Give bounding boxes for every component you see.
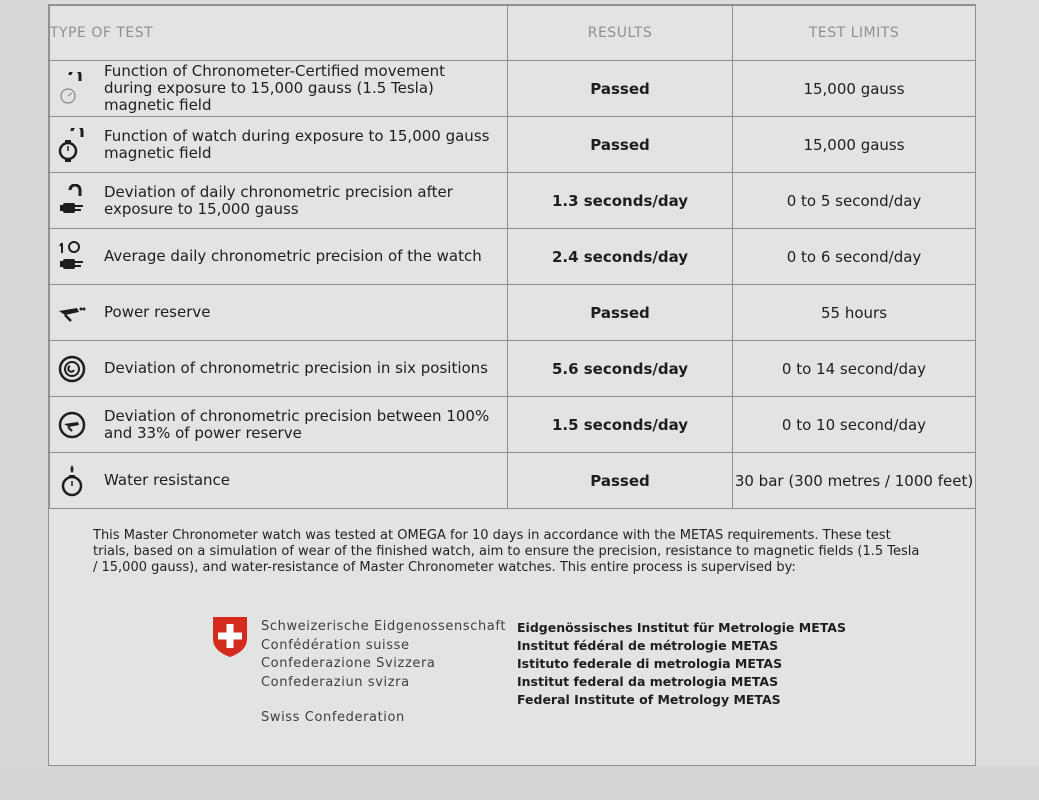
confederation-names [261,618,506,692]
test-description: Deviation of chronometric precision in six positions [104,359,489,377]
power-reserve-precision-icon [50,408,94,442]
result-cell: 2.4 seconds/day [508,229,733,285]
table-row [50,453,976,509]
swiss-coat-of-arms-icon [211,615,249,659]
test-type-cell [50,341,508,397]
certificate-sheet [48,4,976,766]
magnet-watch-icon [50,128,94,162]
test-type-cell [50,61,508,117]
limit-cell: 0 to 6 second/day [733,229,976,285]
table-row [50,61,976,117]
water-resistance-icon [50,464,94,498]
magnet-movement-icon [50,72,94,106]
swiss-confederation-label: Swiss Confederation [261,710,405,725]
result-cell: 1.3 seconds/day [508,173,733,229]
result-cell: 5.6 seconds/day [508,341,733,397]
test-description: Function of Chronometer-Certified movement during exposure to 15,000 gauss (1.5 Tesla) magnetic field [104,62,446,114]
magnet-precision-icon [50,184,94,218]
metas-line: Eidgenössisches Institut für Metrologie METAS [517,620,846,635]
test-type-cell [50,173,508,229]
supervision-notice: This Master Chronometer watch was tested at OMEGA for 10 days in accordance with the METAS requirements. These test trials, based on a simulation of wear of the finished watch, aim to ensure the precision, resistance to magnetic fields (1.5 Tesla / 15,000 gauss), and water-resistance of Master Chronometer watches. This entire process is supervised by: [93,528,920,575]
table-row [50,173,976,229]
test-results-table [49,5,976,509]
result-cell: Passed [508,285,733,341]
limit-cell: 0 to 5 second/day [733,173,976,229]
confederation-line: Confederazione Svizzera [261,656,436,671]
test-description: Power reserve [104,303,211,321]
metas-institute-names [517,619,846,709]
daily-precision-icon [50,240,94,274]
limit-cell: 55 hours [733,285,976,341]
test-type-cell [50,397,508,453]
test-type-cell [50,229,508,285]
result-cell: 1.5 seconds/day [508,397,733,453]
test-description: Water resistance [104,471,231,489]
header-type-of-test: TYPE OF TEST [50,6,508,61]
header-test-limits: TEST LIMITS [733,6,976,61]
metas-line: Istituto federale di metrologia METAS [517,656,783,671]
test-description: Deviation of daily chronometric precision after exposure to 15,000 gauss [104,182,453,218]
limit-cell: 30 bar (300 metres / 1000 feet) [733,453,976,509]
test-description: Average daily chronometric precision of the watch [104,247,482,265]
test-description: Function of watch during exposure to 15,000 gauss magnetic field [104,126,490,162]
limit-cell: 0 to 14 second/day [733,341,976,397]
test-description: Deviation of chronometric precision between 100% and 33% of power reserve [104,406,490,442]
result-cell: Passed [508,453,733,509]
page-background [0,0,48,800]
table-row [50,397,976,453]
test-type-cell [50,117,508,173]
result-cell: Passed [508,117,733,173]
table-row [50,285,976,341]
confederation-line: Confédération suisse [261,637,410,653]
table-row [50,341,976,397]
table-row [50,117,976,173]
page-bottom-margin [0,766,1039,800]
test-type-cell [50,453,508,509]
header-results: RESULTS [508,6,733,61]
metas-line: Institut fédéral de métrologie METAS [517,638,779,653]
table-row [50,229,976,285]
limit-cell: 15,000 gauss [733,117,976,173]
metas-line: Federal Institute of Metrology METAS [517,692,781,707]
metas-line: Institut federal da metrologia METAS [517,674,779,689]
confederation-line: Schweizerische Eidgenossenschaft [261,619,507,634]
limit-cell: 0 to 10 second/day [733,397,976,453]
power-reserve-icon [50,296,94,330]
confederation-line: Confederaziun svizra [261,674,410,690]
result-cell: Passed [508,61,733,117]
table-header-row [50,6,976,61]
test-type-cell [50,285,508,341]
limit-cell: 15,000 gauss [733,61,976,117]
six-positions-icon [50,352,94,386]
